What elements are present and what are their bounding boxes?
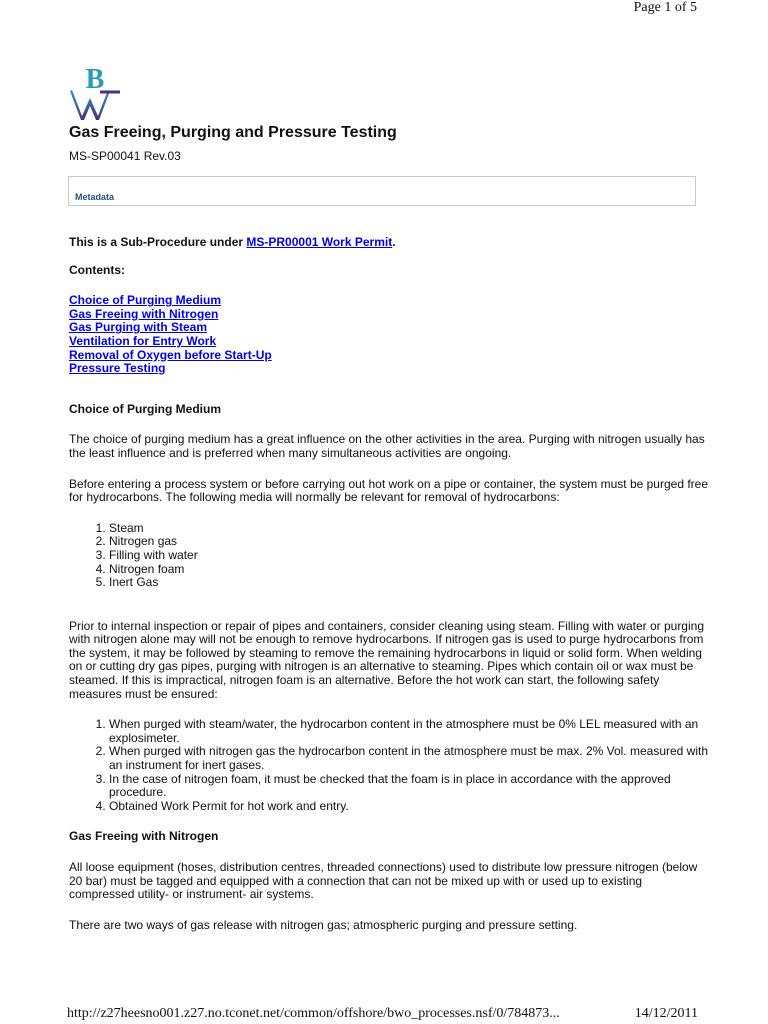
section-heading-gas-freeing-with-nitrogen: Gas Freeing with Nitrogen: [69, 829, 219, 844]
work-permit-link[interactable]: MS-PR00001 Work Permit: [246, 235, 393, 249]
bw-logo-icon: [66, 64, 124, 122]
paragraph: There are two ways of gas release with nitrogen gas; atmospheric purging and pressure setting.: [69, 917, 578, 932]
list-item: 1. Steam: [109, 522, 709, 536]
toc-link-gas-freeing-with-nitrogen[interactable]: Gas Freeing with Nitrogen: [69, 306, 219, 321]
metadata-box[interactable]: [68, 176, 696, 206]
table-of-contents: [69, 294, 709, 376]
paragraph: Prior to internal inspection or repair of pipes and containers, consider cleaning using steam. Filling with water or purging with nitrogen alone may will not be enough to remove hydrocarbons. If nitrogen gas is used to purge hydrocarbons from the system, it may be followed by steaming to remove the remaining hydrocarbons in liquid or solid form. When welding on or cutting dry gas pipes, purging with nitrogen is an alternative to steaming. Pipes which contain oil or wax must be steamed. If this is impractical, nitrogen foam is an alternative. Before the hot work can start, the following safety measures must be ensured:: [69, 618, 704, 701]
contents-heading: Contents:: [69, 262, 125, 277]
document-title: Gas Freeing, Purging and Pressure Testing: [69, 124, 397, 141]
toc-link-gas-purging-with-steam[interactable]: Gas Purging with Steam: [69, 320, 208, 335]
footer-date: 14/12/2011: [634, 1006, 698, 1021]
document-body: [69, 236, 709, 932]
safety-measures-list: [69, 718, 709, 813]
toc-link-pressure-testing[interactable]: Pressure Testing: [69, 361, 166, 376]
purging-media-list: [69, 522, 709, 590]
list-item: 3. In the case of nitrogen foam, it must be checked that the foam is in place in accordance with the approved procedure.: [109, 773, 709, 800]
svg-text:B: B: [85, 64, 105, 95]
list-item: 4. Nitrogen foam: [109, 563, 709, 577]
section-heading-choice-of-purging-medium: Choice of Purging Medium: [69, 401, 221, 416]
document-reference: MS-SP00041 Rev.03: [69, 149, 181, 163]
page-number: Page 1 of 5: [633, 0, 697, 15]
toc-link-ventilation-for-entry-work[interactable]: Ventilation for Entry Work: [69, 333, 217, 348]
list-item: 4. Obtained Work Permit for hot work and entry.: [109, 800, 709, 814]
metadata-label: Metadata: [75, 192, 115, 202]
intro-line: This is a Sub-Procedure under MS-PR00001 Work Permit.: [69, 235, 396, 249]
footer-url: http://z27heesno001.z27.no.tconet.net/common/offshore/bwo_processes.nsf/0/784873...: [67, 1006, 560, 1021]
toc-link-removal-of-oxygen[interactable]: Removal of Oxygen before Start-Up: [69, 347, 272, 362]
list-item: 5. Inert Gas: [109, 576, 709, 590]
paragraph: All loose equipment (hoses, distribution centres, threaded connections) used to distribute low pressure nitrogen (below 20 bar) must be tagged and equipped with a connection that can not be mixed up with or used up to existing compressed utility- or instrument- air systems.: [69, 860, 698, 902]
list-item: 2. When purged with nitrogen gas the hydrocarbon content in the atmosphere must be max. 2% Vol. measured with an instrument for inert gases.: [109, 745, 709, 772]
paragraph: The choice of purging medium has a great influence on the other activities in the area. Purging with nitrogen usually has the least influence and is preferred when many simultaneous activities are ongoing.: [69, 432, 705, 460]
list-item: 3. Filling with water: [109, 549, 709, 563]
list-item: 1. When purged with steam/water, the hydrocarbon content in the atmosphere must be 0% LEL measured with an explosimeter.: [109, 718, 709, 745]
list-item: 2. Nitrogen gas: [109, 535, 709, 549]
paragraph: Before entering a process system or before carrying out hot work on a pipe or container, the system must be purged free for hydrocarbons. The following media will normally be relevant for removal of hydrocarbons:: [69, 476, 708, 505]
toc-link-choice-of-purging-medium[interactable]: Choice of Purging Medium: [69, 293, 221, 308]
